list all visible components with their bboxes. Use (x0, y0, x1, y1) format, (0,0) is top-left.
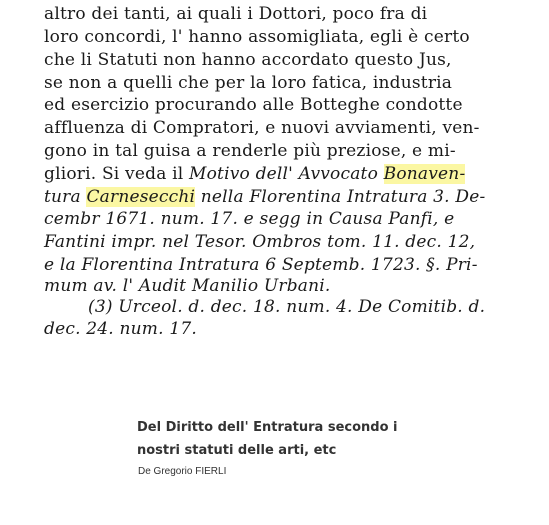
text-fragment: se non a quelli che per la loro fatica, industria (44, 73, 453, 93)
text-line (44, 187, 516, 207)
text-line (44, 4, 516, 24)
text-fragment: Motivo dell' Avvocato (189, 164, 384, 184)
highlighted-text: Carnesecchi (86, 187, 196, 207)
highlighted-text: Bonaven- (383, 164, 466, 184)
text-line (44, 27, 516, 47)
text-fragment: tura (44, 187, 87, 207)
caption-author: De Gregorio FIERLI (138, 466, 227, 477)
footnote-line (88, 297, 516, 317)
text-fragment: affluenza di Compratori, e nuovi avviamenti, ven- (44, 118, 480, 138)
text-line (44, 141, 516, 161)
text-fragment: (3) Urceol. d. dec. 18. num. 4. De Comitib. d. (88, 297, 486, 317)
text-line (44, 95, 516, 115)
text-fragment: Fantini impr. nel Tesor. Ombros tom. 11. dec. 12, (44, 232, 476, 252)
text-line (44, 255, 516, 275)
text-line (44, 209, 516, 229)
text-fragment: dec. 24. num. 17. (44, 319, 197, 339)
footnote-line (44, 319, 516, 339)
text-fragment: e la Florentina Intratura 6 Septemb. 1723. §. Pri- (44, 255, 478, 275)
text-line (44, 232, 516, 252)
text-line (44, 276, 516, 296)
text-line (44, 73, 516, 93)
text-fragment: nella Florentina Intratura 3. De- (195, 187, 486, 207)
text-fragment: cembr 1671. num. 17. e segg in Causa Panfi, e (44, 209, 455, 229)
text-fragment: altro dei tanti, ai quali i Dottori, poco fra di (44, 4, 428, 24)
text-fragment: loro concordi, l' hanno assomigliata, egli è certo (44, 27, 470, 47)
text-fragment: che li Statuti non hanno accordato questo Jus, (44, 50, 452, 70)
text-line (44, 50, 516, 70)
text-fragment: mum av. l' Audit Manilio Urbani. (44, 276, 331, 296)
text-line (44, 164, 516, 184)
text-fragment: gono in tal guisa a renderle più preziose, e mi- (44, 141, 456, 161)
text-line (44, 118, 516, 138)
text-fragment: ed esercizio procurando alle Botteghe condotte (44, 95, 463, 115)
text-fragment: gliori. Si veda il (44, 164, 190, 184)
caption-title[interactable]: Del Diritto dell' Entratura secondo i nostri statuti delle arti, etc (137, 420, 398, 458)
